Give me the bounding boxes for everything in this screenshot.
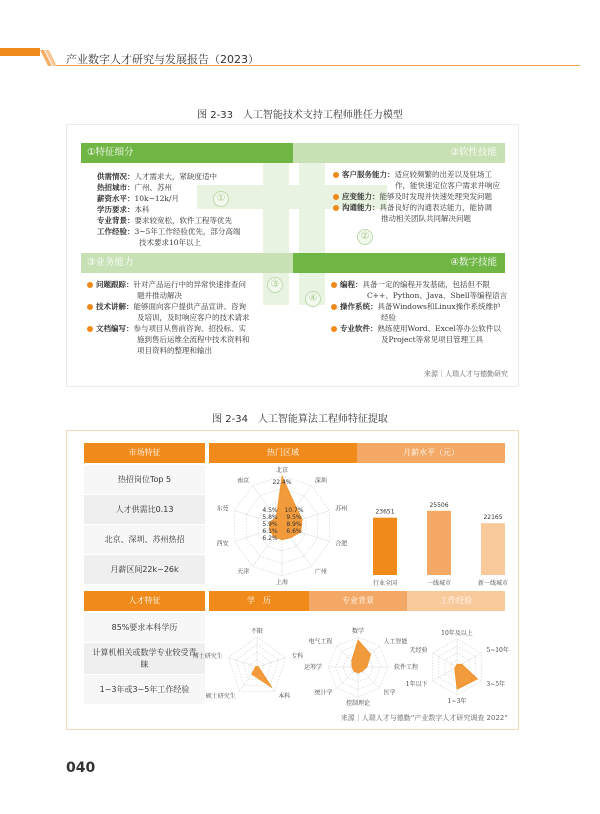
bullet-icon bbox=[331, 304, 337, 310]
radar-category-label: 医学 bbox=[383, 689, 396, 697]
bullet-icon bbox=[333, 205, 339, 211]
circle-number-4: ④ bbox=[305, 291, 321, 307]
figure-2-33-source: 来源｜人瑞人才与德勤研究 bbox=[424, 370, 508, 378]
radar-value-label: 9.5% bbox=[286, 514, 302, 521]
major-header: 专业背景 bbox=[309, 591, 407, 611]
radar-category-label: 合肥 bbox=[335, 540, 348, 548]
salary-value-label: 25506 bbox=[429, 501, 449, 509]
radar-category-label: 专科 bbox=[291, 652, 304, 660]
figure-2-33-title: 图 2-33 人工智能技术支持工程师胜任力模型 bbox=[197, 110, 403, 121]
salary-bar bbox=[427, 511, 451, 575]
radar-category-label: 博士研究生 bbox=[192, 652, 223, 660]
bullet-icon bbox=[333, 172, 339, 178]
quadrant-3-header: ③业务能力 bbox=[81, 253, 293, 273]
radar-category-label: 10年及以上 bbox=[441, 630, 473, 637]
bullet-icon bbox=[87, 282, 93, 288]
bullet-icon bbox=[87, 304, 93, 310]
radar-category-label: 硕士研究生 bbox=[205, 693, 236, 701]
bullet-icon bbox=[331, 326, 337, 332]
bullet-icon bbox=[87, 326, 93, 332]
radar-category-label: 3~5年 bbox=[486, 681, 506, 688]
radar-category-label: 电气工程 bbox=[308, 638, 333, 646]
radar-series-area bbox=[455, 664, 478, 689]
radar-value-label: 22.4% bbox=[272, 479, 292, 486]
header-stripe-icon bbox=[40, 50, 60, 66]
market-cell: 月薪区间22k~26k bbox=[84, 555, 205, 585]
radar-category-label: 苏州 bbox=[335, 505, 348, 513]
market-cell: 热招岗位Top 5 bbox=[84, 465, 205, 495]
radar-category-label: 本科 bbox=[278, 693, 291, 701]
radar-category-label: 上海 bbox=[275, 579, 289, 586]
radar-category-label: 统计学 bbox=[314, 689, 333, 697]
talent-cell: 计算机相关或数学专业较受青睐 bbox=[84, 643, 205, 675]
soft-skills-list: 客户服务能力：适应较频繁的出差以及驻场工 作，能快速定位客户需求并响应 应变能力：能够及时发现并快速处理突发问题 沟通能力：具备良好的沟通表达能力，能协调 推动相关团队共同解决问题 bbox=[333, 169, 511, 224]
radar-category-label: 深圳 bbox=[314, 477, 327, 485]
radar-axis bbox=[433, 653, 457, 667]
figure-2-33 bbox=[66, 124, 519, 387]
document-title: 产业数字人才研究与发展报告（2023） bbox=[66, 53, 259, 66]
radar-category-label: 南京 bbox=[237, 477, 250, 485]
education-header: 学 历 bbox=[209, 591, 309, 611]
radar-category-label: 西安 bbox=[216, 540, 229, 548]
charts-layer bbox=[67, 431, 520, 731]
quadrant-1-header: ①特征细分 bbox=[81, 143, 293, 163]
circle-number-1: ① bbox=[213, 191, 229, 207]
radar-value-label: 6.6% bbox=[286, 528, 302, 535]
market-cell: 人才供需比0.13 bbox=[84, 495, 205, 525]
radar-category-label: 人工智能 bbox=[383, 638, 408, 646]
digital-skills-list: 编程：具备一定的编程开发基础，包括但不限 C++、Python、Java、Shell等编程语言 操作系统：具备Windows和Linux操作系统维护 经验 专业软件：熟练使用Word、Excel等办公软件以 及Project等常见项目管理工具 bbox=[331, 279, 515, 345]
circle-number-3: ③ bbox=[267, 277, 283, 293]
radar-category-label: 5~10年 bbox=[486, 647, 509, 654]
experience-header: 工作经验 bbox=[407, 591, 505, 611]
radar-axis bbox=[257, 658, 286, 667]
figure-2-34-title: 图 2-34 人工智能算法工程师特征提取 bbox=[212, 414, 388, 425]
circle-number-2: ② bbox=[357, 229, 373, 245]
salary-value-label: 22165 bbox=[483, 514, 503, 522]
market-features-header: 市场特征 bbox=[84, 443, 205, 463]
bullet-icon bbox=[333, 194, 339, 200]
salary-value-label: 23651 bbox=[375, 508, 395, 516]
quadrant-2-header: ②软性技能 bbox=[293, 143, 505, 163]
radar-category-label: 运筹学 bbox=[303, 664, 322, 671]
radar-category-label: 广州 bbox=[314, 568, 327, 576]
radar-category-label: 北京 bbox=[275, 467, 289, 474]
salary-category-label: 行业全国 bbox=[372, 580, 398, 587]
salary-category-label: 新一线城市 bbox=[477, 580, 509, 587]
radar-category-label: 软件工程 bbox=[394, 664, 419, 671]
page-number: 040 bbox=[66, 760, 96, 776]
radar-value-label: 5.8% bbox=[262, 514, 278, 521]
market-cell: 北京、深圳、苏州热招 bbox=[84, 525, 205, 555]
radar-value-label: 5.9% bbox=[262, 521, 278, 528]
radar-value-label: 6.2% bbox=[262, 535, 278, 542]
radar-category-label: 数学 bbox=[351, 628, 365, 635]
talent-cell: 1~3年或3~5年工作经验 bbox=[84, 675, 205, 705]
bullet-icon bbox=[331, 282, 337, 288]
radar-value-label: 4.5% bbox=[262, 507, 278, 514]
radar-value-label: 6.1% bbox=[262, 528, 278, 535]
feature-list: 供需情况：人才需求大，紧缺度适中 热招城市：广州、苏州 薪资水平：10k~12k/月 学历要求：本科 专业背景：要求较宽松，软件工程等优先 工作经验：3~5年工作经验优先，部分高端 技术要求10年以上 bbox=[97, 172, 241, 247]
talent-cell: 85%要求本科学历 bbox=[84, 613, 205, 643]
header-accent-bar bbox=[0, 48, 40, 56]
radar-category-label: 1年以下 bbox=[405, 681, 428, 688]
hot-area-header: 热门区域 bbox=[209, 443, 357, 463]
radar-category-label: 1~3年 bbox=[447, 698, 467, 705]
radar-category-label: 不限 bbox=[250, 628, 264, 635]
quadrant-4-header: ④数字技能 bbox=[293, 253, 505, 273]
radar-series-area bbox=[352, 640, 371, 673]
hash-shape bbox=[299, 145, 325, 305]
radar-axis bbox=[228, 658, 257, 667]
radar-category-label: 无经验 bbox=[409, 647, 428, 654]
salary-category-label: 一线城市 bbox=[426, 580, 452, 587]
talent-features-header: 人才特征 bbox=[84, 591, 205, 611]
salary-header: 月薪水平（元） bbox=[357, 443, 505, 463]
business-skills-list: 问题跟踪：针对产品运行中的异常快速排查问 题并推动解决 技术讲解：能够面向客户提供产品宣讲、咨询 及培训，及时响应客户的技术请求 文档编写：参与项目从售前咨询、招投标、实 施到售后运维全流程中技术资料和 项目资料的整理和输出 bbox=[87, 279, 277, 356]
figure-2-34-source: 来源｜人瑞人才与德勤“产业数字人才研究调查 2022” bbox=[340, 714, 508, 722]
radar-value-label: 8.9% bbox=[286, 521, 302, 528]
radar-category-label: 天津 bbox=[237, 568, 250, 576]
figure-2-34 bbox=[66, 430, 519, 730]
radar-value-label: 10.7% bbox=[284, 507, 304, 514]
salary-bar bbox=[481, 523, 505, 575]
radar-category-label: 控制理论 bbox=[345, 700, 371, 707]
salary-bar bbox=[373, 518, 397, 575]
radar-category-label: 东莞 bbox=[216, 505, 229, 513]
